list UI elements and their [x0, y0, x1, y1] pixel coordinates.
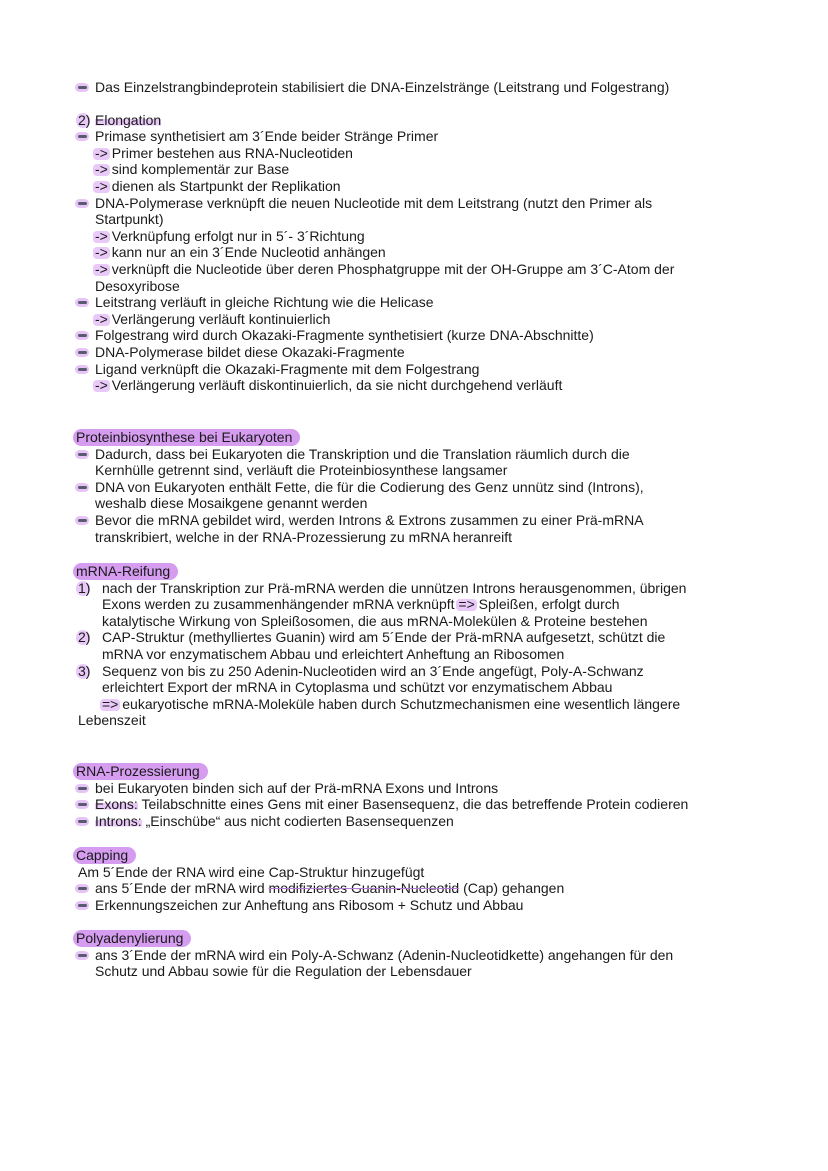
replication-section	[78, 79, 768, 394]
arrow-icon: =>	[102, 695, 119, 712]
list-item: Leitstrang verläuft in gleiche Richtung wie die Helicase	[78, 294, 768, 311]
list-item: Ligand verknüpft die Okazaki-Fragmente mit dem Folgestrang	[78, 361, 768, 378]
dash-bullet	[78, 202, 87, 205]
sub-item: -> Verlängerung verläuft kontinuierlich	[95, 310, 331, 327]
list-item: ans 3´Ende der mRNA wird ein Poly-A-Schwanz (Adenin-Nucleotidkette) angehangen für den	[78, 947, 768, 964]
list-item: DNA-Polymerase verknüpft die neuen Nucleotide mit dem Leitstrang (nutzt den Primer als	[78, 195, 768, 212]
elongation-heading: 2) Elongation	[78, 111, 162, 128]
dash-bullet	[78, 803, 87, 806]
numbered-item: 2) CAP-Struktur (methylliertes Guanin) wird am 5´Ende der Prä-mRNA aufgesetzt, schützt die mRNA vor enzymatischem Abbau und erleichtert Anheftung an Ribosomen	[78, 629, 666, 662]
section-heading: RNA-Prozessierung	[73, 763, 208, 780]
arrow-icon: =>	[458, 596, 475, 613]
list-item: Erkennungszeichen zur Anheftung ans Ribosom + Schutz und Abbau	[78, 897, 768, 914]
arrow-icon: ->	[95, 144, 108, 161]
list-item: Primase synthetisiert am 3´Ende beider Stränge Primer	[78, 128, 768, 145]
mrna-reifung-section: mRNA-Reifung 1) nach der Transkription zur Prä-mRNA werden die unnützen Introns herausgenommen, übrigen Exons werden zu zusammenhängender mRNA verknüpft => Spleißen, erfolgt durch katalytische Wirkung von Spleißosomen, die aus mRNA-Molekülen & Proteine bestehen 2) CAP-Struktur (methylliertes Guanin) wird am 5´Ende der Prä-mRNA aufgesetzt, schützt die mRNA vor enzymatischem Abbau und erleichtert Anheftung an Ribosomen 3) Sequenz von bis zu 250 Adenin-Nucleotiden wird an 3´Ende angefügt, Poly-A-Schwanz erleichtert Export der mRNA in Cytoplasma und schützt vor enzymatischem Abbau => eukaryotische mRNA-Moleküle haben durch Schutzmechanismen eine wesentlich längere Lebenszeit	[78, 563, 768, 729]
list-item: Introns: „Einschübe“ aus nicht codierten Basensequenzen	[78, 813, 768, 830]
dash-bullet	[78, 904, 87, 907]
dash-bullet	[78, 351, 87, 354]
dash-bullet	[78, 954, 87, 957]
summary-line: => eukaryotische mRNA-Moleküle haben durch Schutzmechanismen eine wesentlich längere	[102, 695, 681, 712]
sub-item: -> Verknüpfung erfolgt nur in 5´- 3´Richtung	[95, 227, 365, 244]
list-item: Bevor die mRNA gebildet wird, werden Introns & Extrons zusammen zu einer Prä-mRNA	[78, 512, 768, 529]
list-item: Das Einzelstrangbindeprotein stabilisiert die DNA-Einzelstränge (Leitstrang und Folgestrang)	[78, 79, 768, 96]
dash-bullet	[78, 486, 87, 489]
list-item: bei Eukaryoten binden sich auf der Prä-mRNA Exons und Introns	[78, 780, 768, 797]
rna-prozessierung-section	[78, 763, 768, 829]
capping-section: Capping Am 5´Ende der RNA wird eine Cap-Struktur hinzugefügt ans 5´Ende der mRNA wird modifiziertes Guanin-Nucleotid (Cap) gehangen Erkennungszeichen zur Anheftung ans Ribosom + Schutz und Abbau	[78, 847, 768, 913]
dash-bullet	[78, 368, 87, 371]
arrow-icon: ->	[95, 177, 108, 194]
continuation-line: transkribiert, welche in der RNA-Prozessierung zu mRNA heranreift	[95, 528, 513, 545]
section-heading: Polyadenylierung	[73, 930, 191, 947]
numbered-item: 3) Sequenz von bis zu 250 Adenin-Nucleotiden wird an 3´Ende angefügt, Poly-A-Schwanz erleichtert Export der mRNA in Cytoplasma und schützt vor enzymatischem Abbau	[78, 662, 644, 696]
number-marker: 2)	[78, 112, 95, 129]
sub-item: -> Verlängerung verläuft diskontinuierlich, da sie nicht durchgehend verläuft	[95, 377, 563, 394]
section-heading: Capping	[73, 847, 136, 864]
arrow-icon: ->	[95, 227, 108, 244]
arrow-icon: ->	[95, 310, 108, 327]
section-heading: mRNA-Reifung	[73, 563, 178, 580]
arrow-icon: ->	[95, 260, 108, 277]
number-marker: 2)	[78, 629, 95, 646]
dash-bullet	[78, 86, 87, 89]
list-item: Exons: Teilabschnitte eines Gens mit einer Basensequenz, die das betreffende Protein codieren	[78, 796, 768, 813]
sub-item: -> kann nur an ein 3´Ende Nucleotid anhängen	[95, 244, 386, 261]
continuation-line: Desoxyribose	[95, 277, 180, 294]
dash-bullet	[78, 453, 87, 456]
sub-item: -> dienen als Startpunkt der Replikation	[95, 177, 341, 194]
number-marker: 1)	[78, 580, 95, 597]
dash-bullet	[78, 301, 87, 304]
dash-bullet	[78, 334, 87, 337]
sub-item: -> sind komplementär zur Base	[95, 161, 290, 178]
arrow-icon: ->	[95, 161, 108, 178]
number-marker: 3)	[78, 663, 95, 680]
dash-bullet	[78, 887, 87, 890]
continuation-line: Kernhülle getrennt sind, verläuft die Proteinbiosynthese langsamer	[95, 462, 508, 479]
sub-item: -> verknüpft die Nucleotide über deren Phosphatgruppe mit der OH-Gruppe am 3´C-Atom der	[95, 260, 675, 277]
polyadenylierung-section	[78, 930, 768, 980]
dash-bullet	[78, 787, 87, 790]
dash-bullet	[78, 135, 87, 138]
arrow-icon: ->	[95, 244, 108, 261]
continuation-line: Schutz und Abbau sowie für die Regulation der Lebensdauer	[95, 963, 472, 980]
section-heading: Proteinbiosynthese bei Eukaryoten	[73, 429, 300, 446]
list-item: DNA-Polymerase bildet diese Okazaki-Fragmente	[78, 344, 768, 361]
arrow-icon: ->	[95, 377, 108, 394]
proteinbiosynthese-section	[78, 429, 768, 545]
list-item: DNA von Eukaryoten enthält Fette, die für die Codierung des Genz unnütz sind (Introns),	[78, 479, 768, 496]
dash-bullet	[78, 820, 87, 823]
list-item: Dadurch, dass bei Eukaryoten die Transkription und die Translation räumlich durch die	[78, 446, 768, 463]
numbered-item: 1) nach der Transkription zur Prä-mRNA werden die unnützen Introns herausgenommen, übrigen Exons werden zu zusammenhängender mRNA verknüpft => Spleißen, erfolgt durch katalytische Wirkung von Spleißosomen, die aus mRNA-Molekülen & Proteine bestehen	[78, 579, 687, 629]
list-item: Folgestrang wird durch Okazaki-Fragmente synthetisiert (kurze DNA-Abschnitte)	[78, 327, 768, 344]
list-item: ans 5´Ende der mRNA wird modifiziertes Guanin-Nucleotid (Cap) gehangen	[78, 880, 768, 897]
sub-item: -> Primer bestehen aus RNA-Nucleotiden	[95, 144, 353, 161]
continuation-line: weshalb diese Mosaikgene genannt werden	[95, 495, 368, 512]
continuation-line: Startpunkt)	[95, 211, 164, 228]
dash-bullet	[78, 519, 87, 522]
